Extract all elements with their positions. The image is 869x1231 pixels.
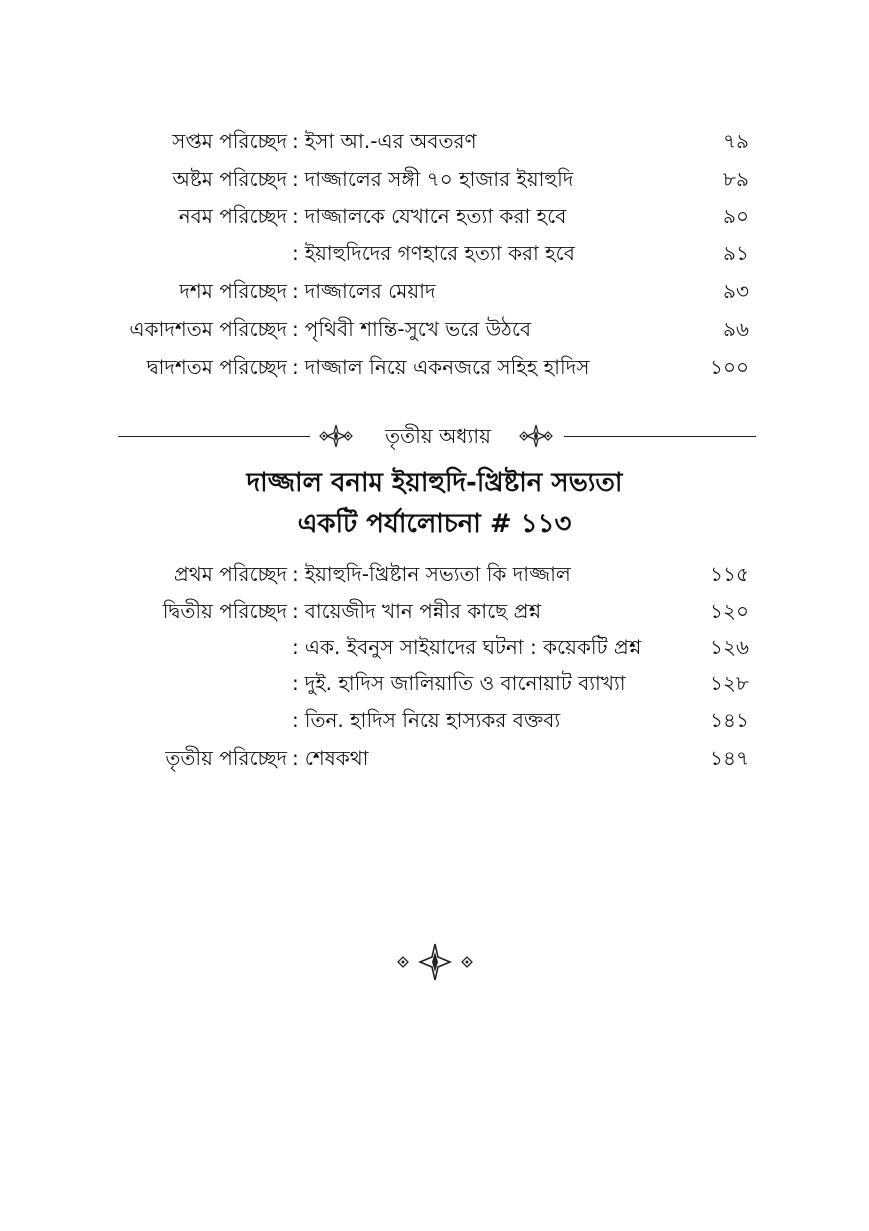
diamond-ornament-icon <box>310 422 362 450</box>
toc-list-lower <box>0 555 869 777</box>
toc-title-text: শেষকথা <box>304 746 369 770</box>
toc-entry[interactable] <box>0 629 869 665</box>
toc-entry-title <box>292 593 541 629</box>
toc-title-text: দাজ্জালের সঙ্গী ৭০ হাজার ইয়াহুদি <box>304 167 574 191</box>
toc-separator: : <box>292 129 299 153</box>
toc-entry-title <box>292 739 368 777</box>
toc-chapter-label: তৃতীয় পরিচ্ছেদ <box>165 746 287 770</box>
toc-entry[interactable] <box>0 701 869 739</box>
toc-page-number: ১৪১ <box>710 708 749 732</box>
toc-chapter-label: নবম পরিচ্ছেদ <box>178 204 287 228</box>
toc-title-text: এক. ইবনুস সাইয়াদের ঘটনা : কয়েকটি প্রশ্ন <box>304 635 642 659</box>
toc-page-number: ১০০ <box>710 355 749 379</box>
divider-rule-left <box>118 436 310 437</box>
toc-entry-title <box>292 122 477 160</box>
toc-entry-title <box>292 348 589 386</box>
toc-title-text: দাজ্জাল নিয়ে একনজরে সহিহ হাদিস <box>304 355 590 379</box>
toc-separator: : <box>292 204 299 228</box>
toc-entry-title <box>292 234 575 272</box>
toc-separator: : <box>292 671 299 695</box>
toc-separator: : <box>292 167 299 191</box>
toc-page-number: ৯৩ <box>723 279 749 303</box>
toc-entry[interactable] <box>0 739 869 777</box>
toc-entry-title <box>292 701 560 739</box>
part-title: দাজ্জাল বনাম ইয়াহুদি-খ্রিষ্টান সভ্যতা <box>246 468 623 498</box>
toc-entry[interactable] <box>0 122 869 160</box>
toc-page-number: ৭৯ <box>723 129 749 153</box>
toc-list-upper <box>0 122 869 386</box>
diamond-flourish-icon <box>384 940 486 984</box>
toc-separator: : <box>292 599 299 623</box>
toc-separator: : <box>292 317 299 341</box>
toc-separator: : <box>292 355 299 379</box>
toc-entry[interactable] <box>0 665 869 701</box>
toc-entry-title <box>292 629 641 665</box>
toc-page-number: ৯০ <box>723 204 749 228</box>
toc-page-number: ৯১ <box>723 241 749 265</box>
toc-entry[interactable] <box>0 593 869 629</box>
toc-page-number: ১২৬ <box>710 635 749 659</box>
toc-entry-title <box>292 555 571 593</box>
toc-title-text: বায়েজীদ খান পন্নীর কাছে প্রশ্ন <box>304 599 542 623</box>
toc-title-text: দাজ্জালের মেয়াদ <box>304 279 436 303</box>
toc-chapter-label: দ্বাদশতম পরিচ্ছেদ <box>146 355 287 379</box>
toc-entry-title <box>292 272 435 310</box>
part-subtitle: একটি পর্যালোচনা # ১১৩ <box>297 509 572 539</box>
toc-separator: : <box>292 241 299 265</box>
toc-entry-title <box>292 310 531 348</box>
toc-entry[interactable] <box>0 160 869 198</box>
toc-page-number: ৮৯ <box>723 167 749 191</box>
toc-entry-title <box>292 665 626 701</box>
toc-page-number: ১১৫ <box>710 562 749 586</box>
toc-entry[interactable] <box>0 272 869 310</box>
section-divider <box>118 420 756 454</box>
toc-chapter-label: একাদশতম পরিচ্ছেদ <box>129 317 287 341</box>
toc-chapter-label: প্রথম পরিচ্ছেদ <box>173 562 287 586</box>
divider-rule-right <box>564 436 756 437</box>
toc-chapter-label: দশম পরিচ্ছেদ <box>179 279 287 303</box>
toc-page-number: ১৪৭ <box>710 746 749 770</box>
toc-title-text: দাজ্জালকে যেখানে হত্যা করা হবে <box>304 204 567 228</box>
toc-entry[interactable] <box>0 310 869 348</box>
toc-title-text: ইয়াহুদিদের গণহারে হত্যা করা হবে <box>304 241 575 265</box>
toc-entry[interactable] <box>0 234 869 272</box>
toc-page-number: ৯৬ <box>723 317 749 341</box>
toc-entry-title <box>292 198 566 234</box>
toc-title-text: পৃথিবী শান্তি-সুখে ভরে উঠবে <box>304 317 532 341</box>
diamond-ornament-icon <box>510 422 562 450</box>
toc-separator: : <box>292 562 299 586</box>
toc-title-text: ইয়াহুদি-খ্রিষ্টান সভ্যতা কি দাজ্জাল <box>304 562 571 586</box>
toc-page-number: ১২৮ <box>710 671 749 695</box>
toc-title-text: দুই. হাদিস জালিয়াতি ও বানোয়াট ব্যাখ্যা <box>304 671 626 695</box>
toc-entry-title <box>292 160 573 198</box>
toc-chapter-label: সপ্তম পরিচ্ছেদ <box>172 129 287 153</box>
toc-separator: : <box>292 708 299 732</box>
toc-title-text: তিন. হাদিস নিয়ে হাস্যকর বক্তব্য <box>304 708 561 732</box>
toc-entry[interactable] <box>0 555 869 593</box>
toc-page-number: ১২০ <box>710 599 749 623</box>
toc-entry[interactable] <box>0 348 869 386</box>
toc-title-text: ইসা আ.-এর অবতরণ <box>304 129 477 153</box>
toc-separator: : <box>292 746 299 770</box>
toc-chapter-label: দ্বিতীয় পরিচ্ছেদ <box>162 599 287 623</box>
toc-chapter-label: অষ্টম পরিচ্ছেদ <box>172 167 287 191</box>
toc-separator: : <box>292 279 299 303</box>
toc-separator: : <box>292 635 299 659</box>
toc-entry[interactable] <box>0 198 869 234</box>
section-divider-label: তৃতীয় অধ্যায় <box>385 424 491 448</box>
